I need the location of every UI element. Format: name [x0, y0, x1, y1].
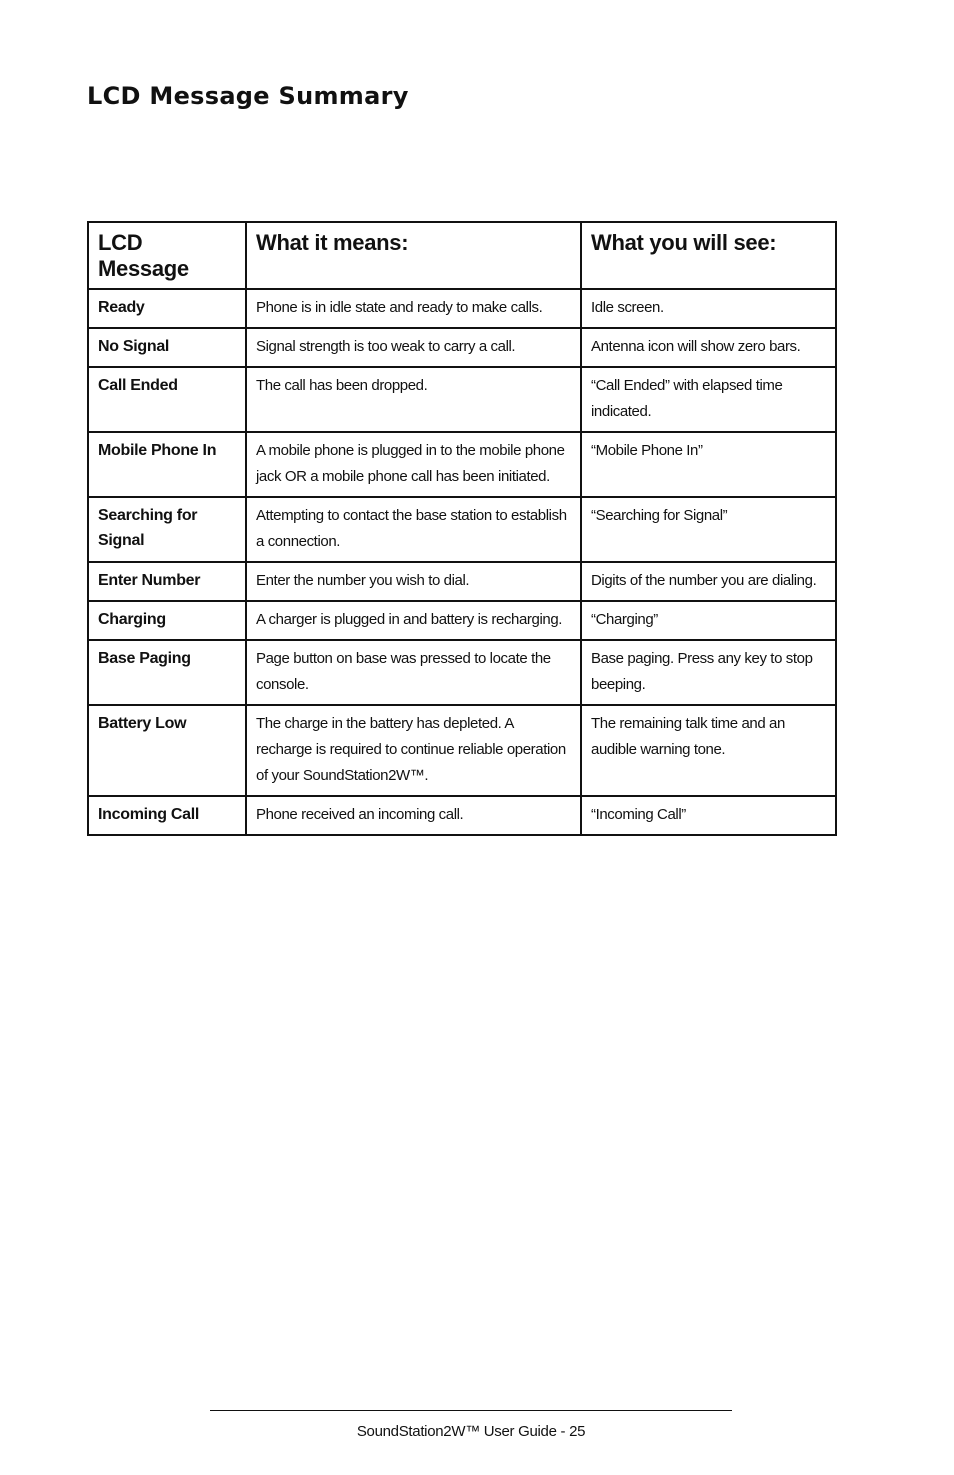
table-row — [88, 796, 836, 835]
display-cell: Digits of the number you are dialing. — [581, 562, 836, 601]
lcd-message-table — [87, 221, 837, 836]
lcd-message-cell: Incoming Call — [88, 796, 246, 835]
meaning-cell: Enter the number you wish to dial. — [246, 562, 581, 601]
lcd-message-cell: Enter Number — [88, 562, 246, 601]
display-cell: “Mobile Phone In” — [581, 432, 836, 497]
display-cell: “Incoming Call” — [581, 796, 836, 835]
table-row — [88, 640, 836, 705]
table-row — [88, 289, 836, 328]
display-cell: “Searching for Signal” — [581, 497, 836, 562]
meaning-cell: A mobile phone is plugged in to the mobile phone jack OR a mobile phone call has been initiated. — [246, 432, 581, 497]
meaning-cell: Phone is in idle state and ready to make calls. — [246, 289, 581, 328]
table-row — [88, 562, 836, 601]
meaning-cell: Attempting to contact the base station to establish a connection. — [246, 497, 581, 562]
table-row — [88, 705, 836, 796]
table-row — [88, 328, 836, 367]
lcd-message-cell: Mobile Phone In — [88, 432, 246, 497]
display-cell: The remaining talk time and an audible warning tone. — [581, 705, 836, 796]
column-header-meaning: What it means: — [246, 222, 581, 289]
lcd-message-cell: Ready — [88, 289, 246, 328]
meaning-cell: The charge in the battery has depleted. A recharge is required to continue reliable operation of your SoundStation2W™. — [246, 705, 581, 796]
meaning-cell: Signal strength is too weak to carry a call. — [246, 328, 581, 367]
table-row — [88, 601, 836, 640]
footer-divider — [210, 1410, 732, 1411]
display-cell: Antenna icon will show zero bars. — [581, 328, 836, 367]
lcd-message-cell: Base Paging — [88, 640, 246, 705]
column-header-lcd-message: LCD Message — [88, 222, 246, 289]
meaning-cell: Page button on base was pressed to locate the console. — [246, 640, 581, 705]
meaning-cell: Phone received an incoming call. — [246, 796, 581, 835]
display-cell: “Charging” — [581, 601, 836, 640]
display-cell: “Call Ended” with elapsed time indicated. — [581, 367, 836, 432]
table-row — [88, 432, 836, 497]
table-row — [88, 367, 836, 432]
meaning-cell: A charger is plugged in and battery is recharging. — [246, 601, 581, 640]
lcd-message-cell: Searching for Signal — [88, 497, 246, 562]
lcd-message-cell: Charging — [88, 601, 246, 640]
display-cell: Idle screen. — [581, 289, 836, 328]
table-header-row — [88, 222, 836, 289]
column-header-display: What you will see: — [581, 222, 836, 289]
meaning-cell: The call has been dropped. — [246, 367, 581, 432]
lcd-message-cell: Battery Low — [88, 705, 246, 796]
display-cell: Base paging. Press any key to stop beeping. — [581, 640, 836, 705]
lcd-message-cell: No Signal — [88, 328, 246, 367]
page-footer: SoundStation2W™ User Guide - 25 — [356, 1423, 586, 1440]
page-title: LCD Message Summary — [87, 82, 409, 110]
table-row — [88, 497, 836, 562]
lcd-message-cell: Call Ended — [88, 367, 246, 432]
